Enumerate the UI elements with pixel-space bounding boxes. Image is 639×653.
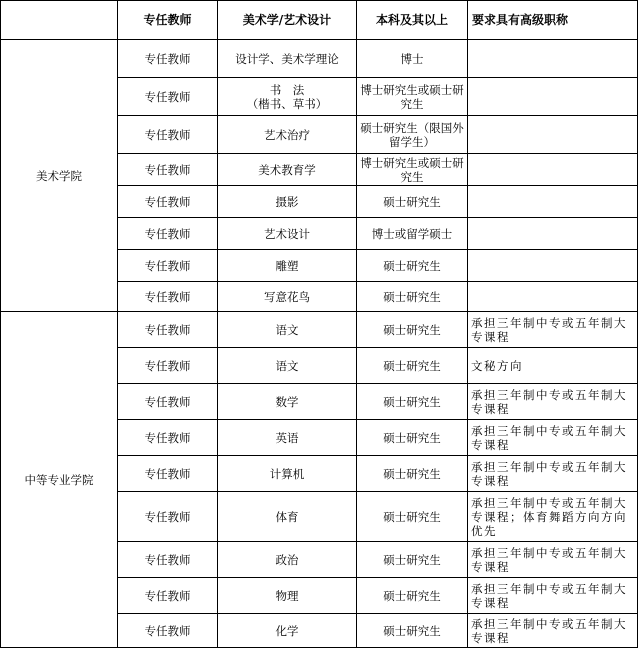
post-cell: 专任教师 bbox=[118, 250, 218, 282]
major-cell: 语文 bbox=[218, 348, 357, 384]
major-cell: 写意花鸟 bbox=[218, 282, 357, 312]
degree-cell: 博士研究生或硕士研究生 bbox=[357, 154, 468, 186]
note-cell bbox=[468, 218, 638, 250]
post-cell: 专任教师 bbox=[118, 116, 218, 154]
degree-cell: 硕士研究生 bbox=[357, 282, 468, 312]
post-cell: 专任教师 bbox=[118, 154, 218, 186]
note-cell: 承担三年制中专或五年制大专课程 bbox=[468, 542, 638, 578]
note-cell bbox=[468, 186, 638, 218]
major-cell: 设计学、美术学理论 bbox=[218, 40, 357, 78]
major-cell: 雕塑 bbox=[218, 250, 357, 282]
post-cell: 专任教师 bbox=[118, 578, 218, 614]
header-college bbox=[1, 1, 118, 40]
major-cell: 艺术治疗 bbox=[218, 116, 357, 154]
degree-cell: 硕士研究生 bbox=[357, 348, 468, 384]
table-row bbox=[1, 40, 638, 78]
major-cell: 美术教育学 bbox=[218, 154, 357, 186]
major-cell: 化学 bbox=[218, 614, 357, 648]
note-cell: 承担三年制中专或五年制大专课程 bbox=[468, 312, 638, 348]
degree-cell: 博士 bbox=[357, 40, 468, 78]
degree-cell: 硕士研究生 bbox=[357, 186, 468, 218]
post-cell: 专任教师 bbox=[118, 186, 218, 218]
major-cell: 物理 bbox=[218, 578, 357, 614]
post-cell: 专任教师 bbox=[118, 218, 218, 250]
note-cell: 承担三年制中专或五年制大专课程 bbox=[468, 456, 638, 492]
college-cell: 中等专业学院 bbox=[1, 312, 118, 648]
degree-cell: 硕士研究生 bbox=[357, 542, 468, 578]
degree-cell: 硕士研究生 bbox=[357, 384, 468, 420]
major-cell: 计算机 bbox=[218, 456, 357, 492]
header-major: 美术学/艺术设计 bbox=[218, 1, 357, 40]
note-cell bbox=[468, 282, 638, 312]
header-degree: 本科及其以上 bbox=[357, 1, 468, 40]
post-cell: 专任教师 bbox=[118, 456, 218, 492]
header-post: 专任教师 bbox=[118, 1, 218, 40]
major-cell: 艺术设计 bbox=[218, 218, 357, 250]
note-cell bbox=[468, 40, 638, 78]
major-cell: 数学 bbox=[218, 384, 357, 420]
degree-cell: 硕士研究生 bbox=[357, 614, 468, 648]
table-row bbox=[1, 312, 638, 348]
note-cell: 承担三年制中专或五年制大专课程 bbox=[468, 420, 638, 456]
degree-cell: 硕士研究生 bbox=[357, 578, 468, 614]
post-cell: 专任教师 bbox=[118, 78, 218, 116]
degree-cell: 硕士研究生 bbox=[357, 492, 468, 542]
post-cell: 专任教师 bbox=[118, 312, 218, 348]
post-cell: 专任教师 bbox=[118, 348, 218, 384]
header-row bbox=[1, 1, 638, 40]
note-cell: 承担三年制中专或五年制大专课程；体育舞蹈方向方向优先 bbox=[468, 492, 638, 542]
header-requirement: 要求具有高级职称 bbox=[468, 1, 638, 40]
major-cell: 摄影 bbox=[218, 186, 357, 218]
major-cell: 书 法 （楷书、草书） bbox=[218, 78, 357, 116]
note-cell: 承担三年制中专或五年制大专课程 bbox=[468, 578, 638, 614]
note-cell: 承担三年制中专或五年制大专课程 bbox=[468, 614, 638, 648]
post-cell: 专任教师 bbox=[118, 282, 218, 312]
degree-cell: 硕士研究生 bbox=[357, 420, 468, 456]
note-cell: 承担三年制中专或五年制大专课程 bbox=[468, 384, 638, 420]
college-cell: 美术学院 bbox=[1, 40, 118, 312]
note-cell bbox=[468, 78, 638, 116]
note-cell bbox=[468, 116, 638, 154]
major-cell: 语文 bbox=[218, 312, 357, 348]
note-cell bbox=[468, 154, 638, 186]
degree-cell: 硕士研究生 bbox=[357, 250, 468, 282]
degree-cell: 博士研究生或硕士研究生 bbox=[357, 78, 468, 116]
note-cell: 文秘方向 bbox=[468, 348, 638, 384]
degree-cell: 博士或留学硕士 bbox=[357, 218, 468, 250]
post-cell: 专任教师 bbox=[118, 420, 218, 456]
post-cell: 专任教师 bbox=[118, 492, 218, 542]
degree-cell: 硕士研究生（限国外留学生） bbox=[357, 116, 468, 154]
post-cell: 专任教师 bbox=[118, 384, 218, 420]
note-cell bbox=[468, 250, 638, 282]
post-cell: 专任教师 bbox=[118, 614, 218, 648]
post-cell: 专任教师 bbox=[118, 542, 218, 578]
major-cell: 英语 bbox=[218, 420, 357, 456]
degree-cell: 硕士研究生 bbox=[357, 312, 468, 348]
post-cell: 专任教师 bbox=[118, 40, 218, 78]
major-cell: 政治 bbox=[218, 542, 357, 578]
degree-cell: 硕士研究生 bbox=[357, 456, 468, 492]
major-cell: 体育 bbox=[218, 492, 357, 542]
